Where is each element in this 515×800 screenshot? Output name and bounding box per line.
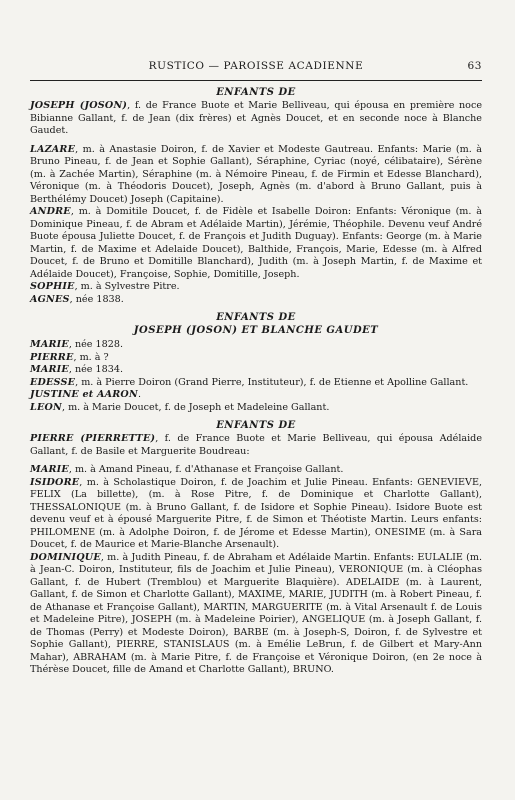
entry-paragraph [30, 144, 482, 207]
entry-text: , m. à Sylvestre Pitre. [74, 281, 180, 292]
section-heading: ENFANTS DE [216, 312, 296, 323]
entry-paragraph [30, 389, 482, 402]
entry-paragraph [30, 294, 482, 307]
entry-name: JUSTINE et AARON [30, 389, 138, 400]
entry-text: , m. à Judith Pineau, f. de Abraham et Adélaide Martin. Enfants: EULALIE (m. à Jean-C. Doiron, Instituteur, fils de Joachim et Julie Pineau), VERONIQUE (m. à Cléophas Gallant, f. de Hubert (Tremblou) et Marguerite Blaquière). ADELAIDE (m. à Laurent, Gallant, f. de Simon et Charlotte Gallant), MAXIME, MARIE, JUDITH (m. à Robert Pineau, f. de Athanase et Françoise Gallant), MARTIN, MARGUERITE (m. à Vital Arsenault f. de Louis et Madeleine Pitre), JOSEPH (m. à Madeleine Poirier), ANGELIQUE (m. à Joseph Gallant, f. de Thomas (Perry) et Modeste Doiron), BARBE (m. à Joseph-S, Doiron, f. de Sylvestre et Sophie Gallant), PIERRE, STANISLAUS (m. à Emélie LeBrun, f. de Gilbert et Mary-Ann Mahar), ABRAHAM (m. à Marie Pitre, f. de Françoise et Véronique Doiron, (en 2e noce à Thérèse Doucet, fille de Amand et Charlotte Gallant), BRUNO. [30, 551, 482, 675]
entry-name: LAZARE [30, 143, 76, 155]
book-page [30, 60, 482, 677]
section-heading: ENFANTS DE [216, 420, 296, 431]
entry-text: , née 1838. [69, 293, 124, 305]
entry-paragraph [30, 402, 482, 415]
entry-paragraph [30, 552, 482, 677]
running-header [30, 60, 482, 78]
entry-text: , m. à Marie Doucet, f. de Joseph et Madeleine Gallant. [61, 401, 330, 413]
entry-name: LEON [30, 401, 62, 413]
entry-paragraph [30, 364, 482, 377]
entry-paragraph [30, 281, 482, 294]
entry-paragraph [30, 464, 482, 477]
entry-text: , m. à Scholastique Doiron, f. de Joachim et Julie Pineau. Enfants: GENEVIEVE, FELIX (La billette), (m. à Rose Pitre, f. de Dominique et Charlotte Gallant), THESSALONIQUE (m. à Bruno Gallant, f. de Isidore et Sophie Pineau). Isidore Buote est devenu veuf et à épousé Marguerite Pitre, f. de Simon et Théotiste Martin. Leurs enfants: PHILOMENE (m. à Adolphe Doiron, f. de Jérome et Edesse Martin), ONESIME (m. à Sara Doucet, f. de Maurice et Marie-Blanche Arsenault). [30, 476, 482, 550]
running-title: RUSTICO — PAROISSE ACADIENNE [148, 60, 364, 72]
entry-paragraph [30, 377, 482, 390]
entry-text: , m. à Domitile Doucet, f. de Fidèle et Isabelle Doiron: Enfants: Véronique (m. à Dominique Pineau, f. de Abram et Adélaide Martin), Jérémie, Théophile. Devenu veuf André Buote épousa Juliette Doucet, f. de François et Judith Duguay). Enfants: George (m. à Marie Martin, f. de Maxime et Adelaide Doucet), Balthide, François, Marie, Edesse (m. à Alfred Doucet, f. de Bruno et Domitille Blanchard), Judith (m. à Joseph Martin, f. de Maxime et Adélaide Doucet), Françoise, Sophie, Domitille, Joseph. [30, 206, 482, 280]
entry-paragraph [30, 433, 482, 458]
entry-name: MARIE [30, 364, 69, 375]
entry-text: , m. à Anastasie Doiron, f. de Xavier et Modeste Gautreau. Enfants: Marie (m. à Bruno Pineau, f. de Jean et Sophie Gallant), Séraphine, Cyriac (noyé, célibataire), Sérène (m. à Zachée Martin), Séraphine (m. à Némoire Pineau, f. de Firmin et Edesse Blanchard), Véronique (m. à Théodoris Doucet), Joseph, Agnès (m. d'abord à Bruno Gallant, puis à Berthélémy Doucet) Joseph (Capitaine). [30, 143, 482, 205]
entry-text: . [137, 389, 142, 400]
entry-text: , née 1834. [68, 364, 123, 375]
entry-name: MARIE [30, 339, 69, 350]
entry-text: , m. à Amand Pineau, f. d'Athanase et Françoise Gallant. [68, 464, 344, 475]
page-number: 63 [467, 60, 482, 72]
entry-paragraph [30, 339, 482, 352]
entry-paragraph [30, 477, 482, 552]
entry-name: PIERRE (PIERRETTE) [30, 433, 156, 444]
entry-name: EDESSE [30, 376, 76, 388]
section-heading: ENFANTS DE [216, 87, 296, 98]
entry-name: JOSEPH (JOSON) [30, 100, 128, 111]
header-rule [30, 80, 482, 81]
page-content [30, 87, 482, 677]
entry-text: , f. de France Buote et Marie Belliveau, qui épousa Adélaide Gallant, f. de Basile et Marguerite Boudreau: [30, 433, 483, 457]
entry-name: ANDRE [30, 206, 71, 217]
entry-name: ISIDORE [30, 476, 80, 488]
entry-text: , m. à ? [73, 351, 109, 363]
section-subheading: JOSEPH (JOSON) ET BLANCHE GAUDET [133, 325, 379, 336]
entry-paragraph [30, 352, 482, 365]
entry-name: AGNES [30, 293, 70, 305]
entry-name: DOMINIQUE [30, 551, 101, 563]
entry-text: , f. de France Buote et Marie Belliveau, qui épousa en première noce Bibianne Gallant, f. de Jean (dix frères) et Agnès Doucet, et en seconde noce à Blanche Gaudet. [30, 100, 482, 136]
entry-text: , née 1828. [68, 339, 123, 350]
entry-text: , m. à Pierre Doiron (Grand Pierre, Instituteur), f. de Etienne et Apolline Gallant. [75, 376, 469, 388]
entry-paragraph [30, 206, 482, 281]
entry-name: PIERRE [30, 351, 74, 363]
entry-name: MARIE [30, 464, 69, 475]
entry-paragraph [30, 100, 482, 138]
entry-name: SOPHIE [30, 281, 75, 292]
